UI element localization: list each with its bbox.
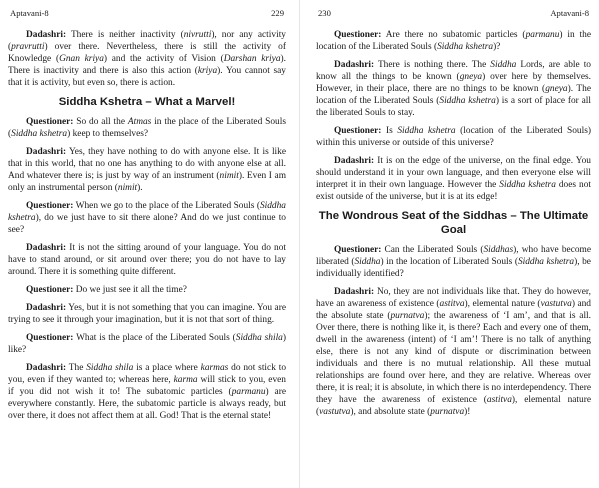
body-paragraph: Dadashri: There is nothing there. The Siddha Lords, are able to know all the things to be known (gneya) over here by themselves. However, in their place, there are no things to be known (gneya). The location of the Liberated Souls (Siddha kshetra) is a sort of place for all the liberated Souls to stay. (316, 60, 591, 118)
body-paragraph: Questioner: What is the place of the Liberated Souls (Siddha shila) like? (8, 333, 286, 355)
body-paragraph: Questioner: Is Siddha kshetra (location of the Liberated Souls) within this universe or outside of this universe? (316, 126, 591, 148)
body-paragraph: Dadashri: It is not the sitting around of your language. You do not have to stand around, or sit around over there; you do not have to lay around. There it is something quite different. (8, 243, 286, 277)
body-paragraph: Dadashri: No, they are not individuals like that. They do however, have an awareness of existence (astitva), elemental nature (vastutva) and the absolute state (purnatva); the awareness of ‘I am’, and that is all. Over there, there is nothing like it, is there? Each and every one of them, dwell in the awareness (intent) of ‘I am’! There is no talk of anything else, there is not any kind of dispute or discrimination between individuals and there is no mutual relationship. All these mutual relationships are found over here, and they are relative. Whereas over there, it is real; it is absolute, in which there is no interdependency. There they have the awareness of existence (astitva), elemental nature (vastutva), and absolute state (purnatva)! (316, 287, 592, 417)
right-page (300, 0, 599, 488)
body-paragraph: Dadashri: Yes, they have nothing to do with anyone else. It is like that in this world, that no one has anything to do with anyone else at all. And whatever there is; is just by way of an instrument (nimit). Even I am only an instrumental person (nimit). (8, 147, 286, 193)
right-page-number: 230 (318, 8, 331, 18)
right-page-body (316, 29, 591, 418)
body-paragraph: Questioner: Can the Liberated Souls (Siddhas), who have become liberated (Siddha) in the location of Liberated Souls (Siddha kshetra), be individually identified? (316, 245, 591, 279)
body-paragraph: Questioner: So do all the Atmas in the place of the Liberated Souls (Siddha kshetra) keep to themselves? (8, 117, 286, 139)
section-heading: Siddha Kshetra – What a Marvel! (58, 96, 236, 108)
section-heading: The Wondrous Seat of the Siddhas – The Ultimate Goal (318, 210, 589, 236)
right-running-header (316, 8, 591, 19)
left-page-body (8, 29, 286, 422)
body-paragraph: Dadashri: It is on the edge of the universe, on the final edge. You should understand it in your own language, and then everyone else will interpret it in their own language. However the Siddha kshetra does not exist outside of the universe, but it is at its edge! (316, 156, 591, 202)
body-paragraph: Dadashri: There is neither inactivity (nivrutti), nor any activity (pravrutti) over there. Nevertheless, there is still the activity of Knowledge (Gnan kriya) and the activity of Vision (Darshan kriya). There is inactivity and there is also this action (kriya). You cannot say that it is activity, but even so, there is action. (8, 30, 286, 88)
body-paragraph: Dadashri: Yes, but it is not something that you can imagine. You are trying to see it through your imagination, but it is not that sort of thing. (8, 303, 286, 325)
body-paragraph: Questioner: When we go to the place of the Liberated Souls (Siddha kshetra), do we just have to sit there alone? And do we just continue to see? (8, 201, 286, 235)
body-paragraph: Dadashri: The Siddha shila is a place where karmas do not stick to you, even if they wanted to; whereas here, karma will stick to you, even if you did not wish it to! The subatomic particles (parmanu) are everywhere constantly. Here, the subatomic particle is always ready, but over there, it does not affect them at all. God! That is the eternal state! (8, 363, 287, 421)
left-running-title: Aptavani-8 (10, 8, 49, 18)
left-page-number: 229 (271, 8, 284, 18)
body-paragraph: Questioner: Do we just see it all the time? (26, 285, 187, 295)
left-running-header (8, 8, 286, 19)
right-running-title: Aptavani-8 (550, 8, 589, 18)
body-paragraph: Questioner: Are there no subatomic particles (parmanu) in the location of the Liberated Souls (Siddha kshetra)? (316, 30, 591, 52)
